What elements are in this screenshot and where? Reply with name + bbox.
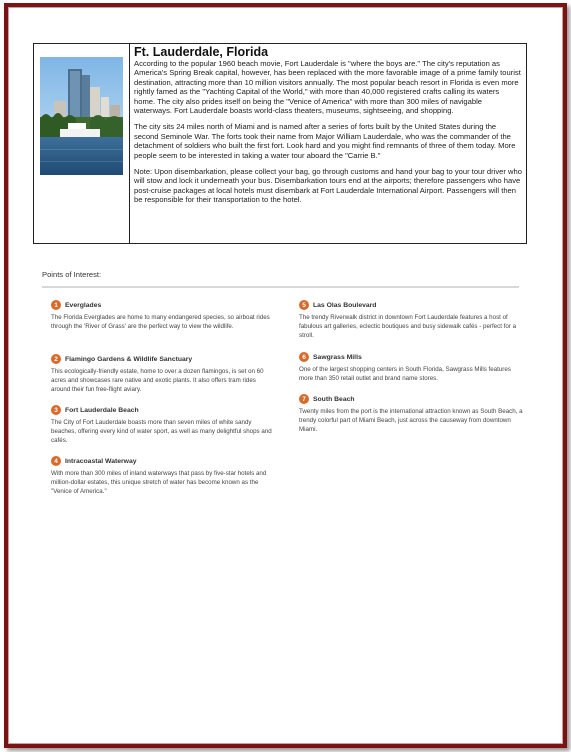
poi-description: The City of Fort Lauderdale boasts more than seven miles of white sandy beaches, offering every kind of water sport, as well as many delightful shops and cafés.: [51, 419, 272, 444]
port-text-column: [130, 44, 526, 243]
poi-item: [51, 353, 276, 404]
port-paragraph-1: According to the popular 1960 beach movie, Fort Lauderdale is "where the boys are." The city's reputation as America's Spring Break capital, however, has been replaced with the more favorable image of a prime family tourist destination, attracting more than 10 million visitors annually. The most popular beach resort in Florida is even more rightly famed as the "Yachting Capital of the World," with more than 40,000 registered crafts calling its waters home. The city also prides itself on being the "Venice of America" with more than 300 miles of navigable waterways. Fort Lauderdale boasts world-class theaters, museums, sightseeing, and shopping.: [134, 59, 521, 116]
poi-number-badge: 4: [51, 456, 61, 466]
poi-item: [51, 299, 276, 353]
port-description-box: [33, 43, 527, 244]
port-paragraph-3: Note: Upon disembarkation, please collect your bag, go through customs and hand your bag to your tour driver who will stow and lock it underneath your bus. Disembarkation tours end at the airports; therefore passengers who have post-cruise packages at local hotels must disembark at Fort Lauderdale International Airport. Passengers will then be responsible for their transportation to the hotel.: [134, 167, 522, 205]
poi-item: [51, 455, 276, 496]
poi-number-badge: 5: [299, 300, 309, 310]
poi-description: This ecologically-friendly estate, home to over a dozen flamingos, is set on 60 acres and showcases rare native and exotic plants. It also offers tram rides around their fun free-flight aviary.: [51, 368, 264, 393]
poi-name: Sawgrass Mills: [313, 353, 362, 361]
poi-description: One of the largest shopping centers in South Florida, Sawgrass Mills features more than 350 retail outlet and brand name stores.: [299, 366, 511, 382]
port-title: Ft. Lauderdale, Florida: [134, 45, 269, 59]
photo-column: [34, 44, 130, 243]
poi-description: With more than 300 miles of inland waterways that pass by five-star hotels and million-dollar estates, this unique stretch of water has become known as the "Venice of America.": [51, 470, 267, 495]
skyline-marina-image: [40, 57, 123, 175]
port-photo: [40, 57, 123, 175]
poi-number-badge: 2: [51, 354, 61, 364]
poi-description: The Florida Everglades are home to many endangered species, so airboat rides through the 'River of Grass' are the perfect way to view the wildlife.: [51, 314, 270, 330]
poi-name: Flamingo Gardens & Wildlife Sanctuary: [65, 355, 193, 363]
page-frame: [4, 3, 567, 748]
poi-name: Intracoastal Waterway: [65, 457, 137, 465]
poi-name: South Beach: [313, 395, 355, 403]
poi-description: Twenty miles from the port is the international attraction known as South Beach, a trendy colorful part of Miami Beach, just across the causeway from downtown Miami.: [299, 408, 523, 433]
poi-name: Everglades: [65, 301, 102, 309]
poi-description: The trendy Riverwalk district in downtown Fort Lauderdale features a host of fabulous art galleries, eclectic boutiques and busy sidewalk cafés - perfect for a stroll.: [299, 314, 517, 339]
poi-name: Fort Lauderdale Beach: [65, 406, 139, 414]
poi-number-badge: 7: [299, 394, 309, 404]
poi-item: [51, 404, 276, 455]
page-content: [8, 7, 563, 744]
poi-number-badge: 3: [51, 405, 61, 415]
poi-column-left: [51, 299, 276, 496]
poi-item: [299, 351, 524, 393]
poi-number-badge: 6: [299, 352, 309, 362]
points-of-interest-heading: Points of Interest:: [42, 270, 102, 279]
poi-name: Las Olas Boulevard: [313, 301, 377, 309]
divider: [42, 286, 519, 288]
port-paragraph-2: The city sits 24 miles north of Miami and is named after a series of forts built by the United States during the second Seminole War. The forts took their name from Major William Lauderdale, who was the commander of the detachment of soldiers who built the first fort. Look hard and you might find remnants of three of them today. More people seem to be interested in taking a water tour aboard the "Carrie B.": [134, 122, 516, 160]
poi-item: [299, 393, 524, 434]
poi-number-badge: 1: [51, 300, 61, 310]
poi-column-right: [299, 299, 524, 434]
poi-item: [299, 299, 524, 351]
